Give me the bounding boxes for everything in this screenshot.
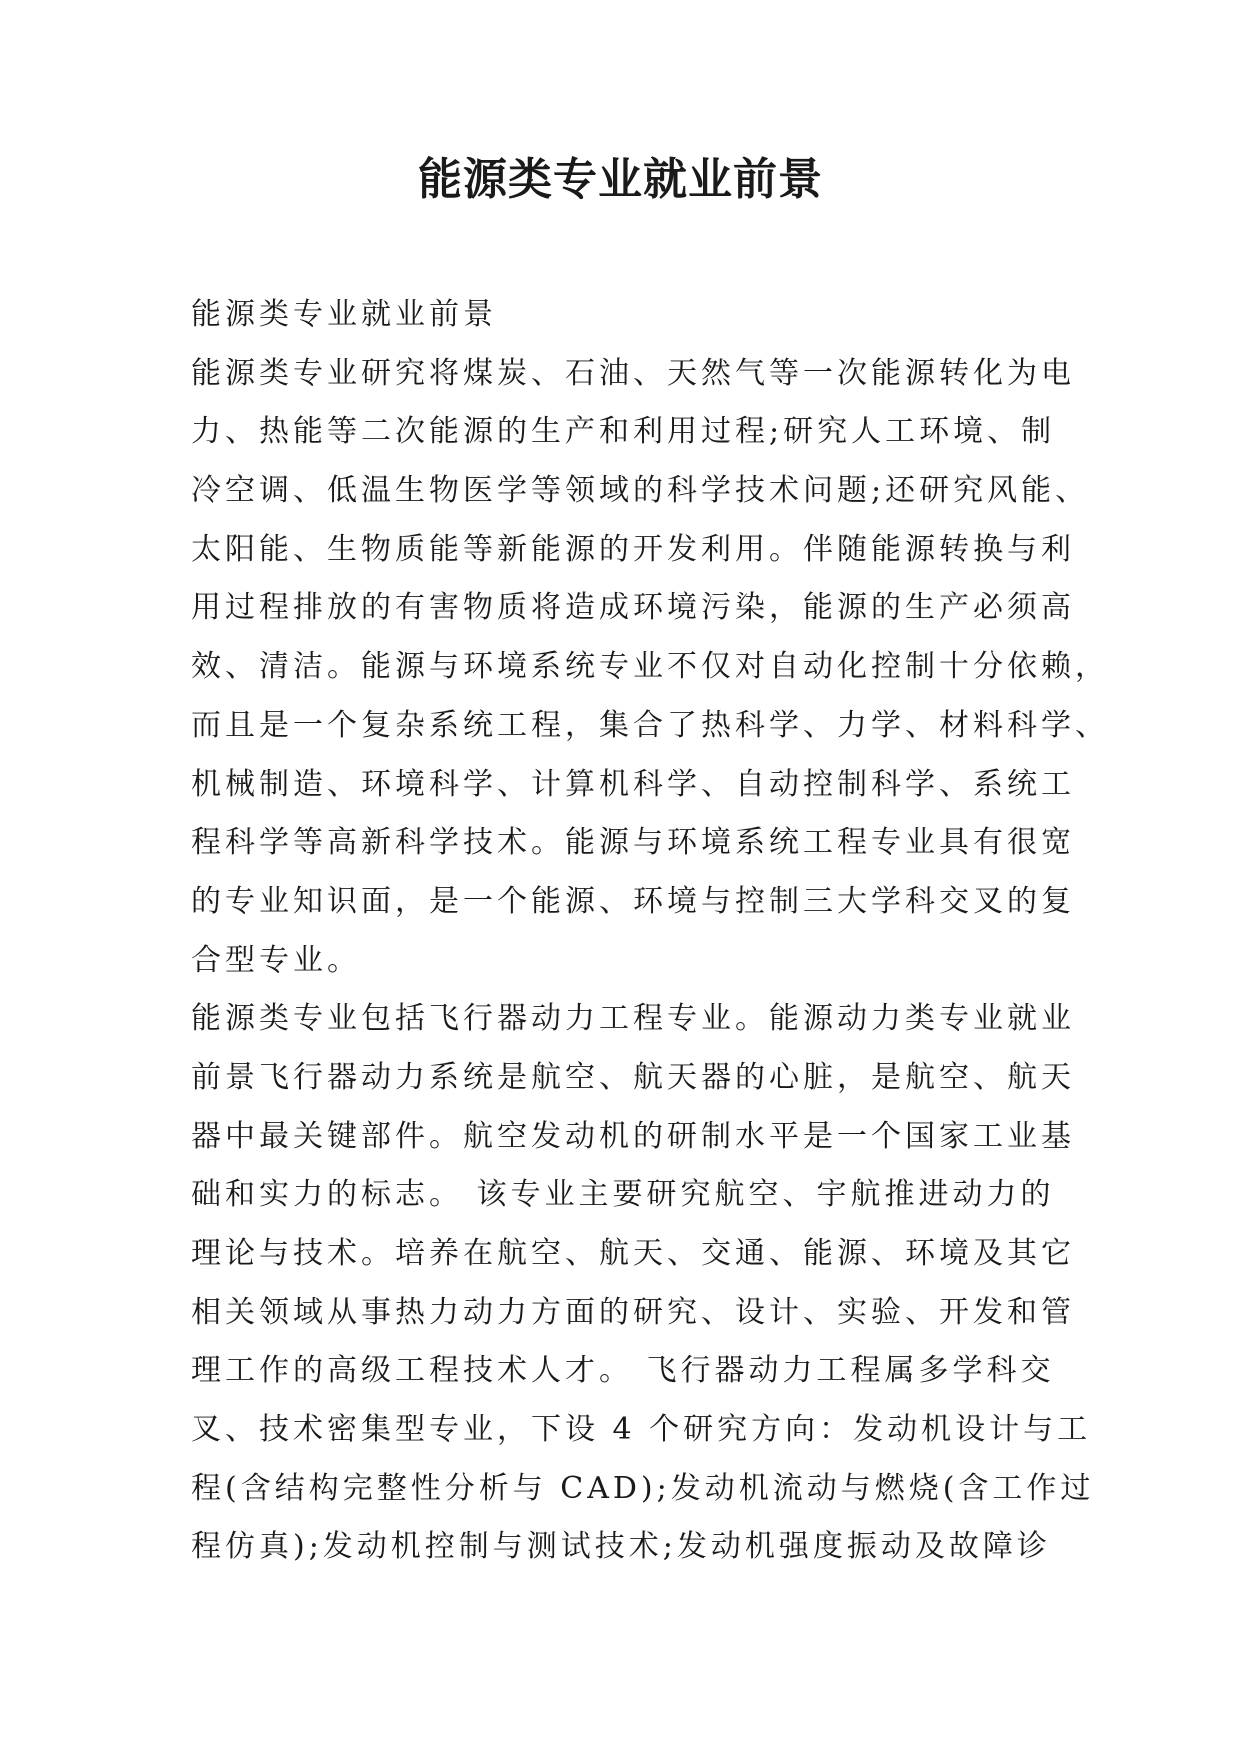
text-line: 理论与技术。培养在航空、航天、交通、能源、环境及其它 [191, 1236, 1075, 1271]
text-line: 前景飞行器动力系统是航空、航天器的心脏，是航空、航天 [191, 1059, 1075, 1095]
text-line: 力、热能等二次能源的生产和利用过程;研究人工环境、制 [191, 414, 1056, 450]
heading-line: 能源类专业就业前景 [191, 297, 497, 332]
text-line: 能源类专业包括飞行器动力工程专业。能源动力类专业就业 [191, 1001, 1075, 1037]
text-line: 器中最关键部件。航空发动机的研制水平是一个国家工业基 [191, 1118, 1075, 1154]
document-title: 能源类专业就业前景 [418, 154, 823, 205]
text-line: 机械制造、环境科学、计算机科学、自动控制科学、系统工 [191, 766, 1075, 802]
text-line: 程科学等高新科学技术。能源与环境系统工程专业具有很宽 [191, 825, 1075, 861]
text-line: 合型专业。 [191, 942, 361, 978]
text-line: 程仿真);发动机控制与测试技术;发动机强度振动及故障诊 [191, 1529, 1051, 1565]
text-line: 而且是一个复杂系统工程，集合了热科学、力学、材料科学、 [191, 707, 1109, 743]
text-line: 用过程排放的有害物质将造成环境污染，能源的生产必须高 [191, 590, 1075, 626]
text-line: 的专业知识面，是一个能源、环境与控制三大学科交叉的复 [191, 883, 1075, 919]
text-line: 相关领域从事热力动力方面的研究、设计、实验、开发和管 [191, 1294, 1075, 1330]
text-line: 程(含结构完整性分析与 CAD);发动机流动与燃烧(含工作过 [191, 1470, 1095, 1506]
text-line: 础和实力的标志。 该专业主要研究航空、宇航推进动力的 [191, 1177, 1055, 1213]
text-line: 太阳能、生物质能等新能源的开发利用。伴随能源转换与利 [191, 531, 1075, 567]
text-line: 冷空调、低温生物医学等领域的科学技术问题;还研究风能、 [191, 473, 1090, 509]
text-line: 理工作的高级工程技术人才。 飞行器动力工程属多学科交 [191, 1353, 1055, 1389]
text-line: 效、清洁。能源与环境系统专业不仅对自动化控制十分依赖， [191, 649, 1109, 685]
text-line: 叉、技术密集型专业，下设 4 个研究方向：发动机设计与工 [191, 1412, 1092, 1448]
document-body [191, 286, 1109, 1577]
text-line: 能源类专业研究将煤炭、石油、天然气等一次能源转化为电 [191, 355, 1075, 391]
